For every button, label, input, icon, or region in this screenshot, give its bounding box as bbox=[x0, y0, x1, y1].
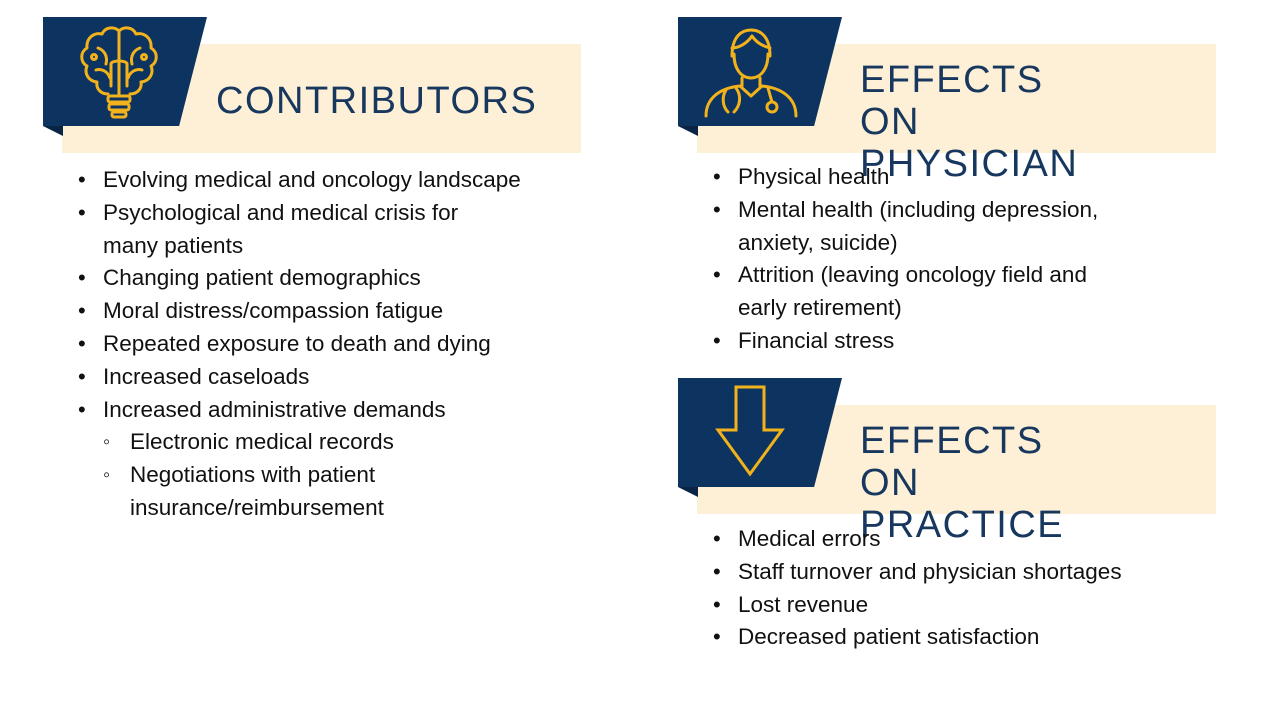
physician-title-line1: EFFECTS ON bbox=[860, 59, 1044, 143]
sub-list-item: ◦ Negotiations with patient insurance/reimbursement bbox=[103, 459, 568, 525]
practice-title-line1: EFFECTS ON bbox=[860, 420, 1044, 504]
list-item: • Lost revenue bbox=[703, 589, 1203, 622]
brain-lightbulb-icon bbox=[78, 24, 160, 120]
physician-title-line2: PHYSICIAN bbox=[860, 143, 1079, 185]
list-item: • Repeated exposure to death and dying bbox=[68, 328, 568, 361]
list-item: • Mental health (including depression, anxiety, suicide) bbox=[703, 194, 1173, 260]
physician-list bbox=[703, 161, 1173, 358]
practice-header-fold bbox=[678, 487, 698, 497]
list-item: • Physical health bbox=[703, 161, 1173, 194]
physician-stethoscope-icon bbox=[704, 26, 798, 120]
list-item: • Financial stress bbox=[703, 325, 1173, 358]
list-item-label: Increased administrative demands bbox=[103, 396, 446, 422]
sub-list-item: ◦ Electronic medical records bbox=[103, 426, 568, 459]
list-item: • Staff turnover and physician shortages bbox=[703, 556, 1203, 589]
contributors-list bbox=[68, 164, 568, 525]
list-item: • Moral distress/compassion fatigue bbox=[68, 295, 568, 328]
list-item bbox=[68, 394, 568, 525]
list-item: • Increased caseloads bbox=[68, 361, 568, 394]
contributors-title: CONTRIBUTORS bbox=[216, 80, 538, 122]
list-item: • Medical errors bbox=[703, 523, 1203, 556]
contributors-header-fold bbox=[43, 126, 63, 136]
list-item: • Psychological and medical crisis for many patients bbox=[68, 197, 568, 263]
list-item: • Changing patient demographics bbox=[68, 262, 568, 295]
list-item: • Attrition (leaving oncology field and early retirement) bbox=[703, 259, 1173, 325]
practice-title-line2: PRACTICE bbox=[860, 504, 1065, 546]
down-arrow-icon bbox=[714, 384, 786, 478]
practice-list bbox=[703, 523, 1203, 654]
sub-list bbox=[103, 426, 568, 524]
physician-header-fold bbox=[678, 126, 698, 136]
list-item: • Evolving medical and oncology landscape bbox=[68, 164, 568, 197]
list-item: • Decreased patient satisfaction bbox=[703, 621, 1203, 654]
